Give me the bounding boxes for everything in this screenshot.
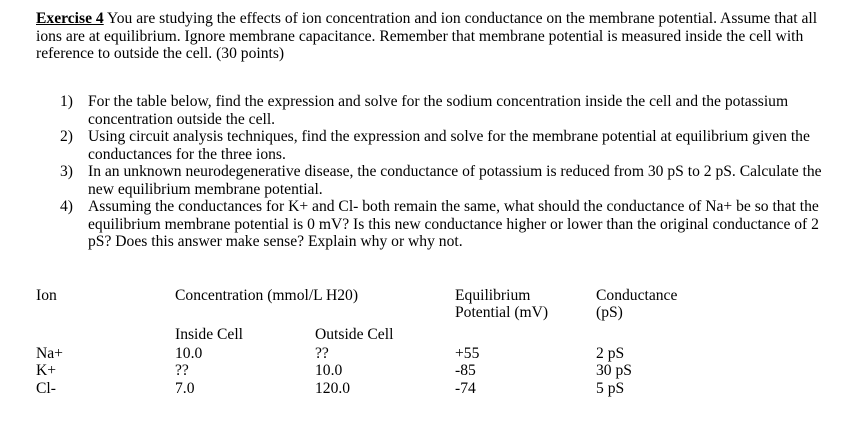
header-concentration: Concentration (mmol/L H20)	[175, 287, 359, 304]
question-text: Using circuit analysis techniques, find the expression and solve for the membrane potential at equilibrium given the conductances for the three ions.	[88, 128, 810, 163]
row-cl-conductance: 5 pS	[596, 380, 625, 397]
question-text: For the table below, find the expression and solve for the sodium concentration inside the cell and the potassium concentration outside the cell.	[88, 93, 789, 128]
header-equilibrium-units: Potential (mV)	[455, 304, 549, 321]
row-cl-inside: 7.0	[175, 380, 195, 397]
header-equilibrium: Equilibrium	[455, 287, 531, 304]
row-k-inside: ??	[175, 362, 189, 379]
row-na-ion: Na+	[36, 345, 63, 362]
row-cl-outside: 120.0	[315, 380, 351, 397]
question-item	[60, 163, 830, 198]
row-na-outside: ??	[315, 345, 329, 362]
header-ion: Ion	[36, 287, 57, 304]
row-k-conductance: 30 pS	[596, 362, 632, 379]
row-k-ion: K+	[36, 362, 57, 379]
question-number: 2)	[60, 128, 73, 145]
header-inside-cell: Inside Cell	[175, 326, 243, 343]
row-k-outside: 10.0	[315, 362, 343, 379]
question-list	[60, 93, 830, 251]
question-number: 4)	[60, 198, 73, 215]
row-cl-ion: Cl-	[36, 380, 56, 397]
row-na-inside: 10.0	[175, 345, 203, 362]
row-k-potential: -85	[455, 362, 476, 379]
row-na-conductance: 2 pS	[596, 345, 625, 362]
question-number: 1)	[60, 93, 73, 110]
header-conductance: Conductance	[596, 287, 678, 304]
question-item	[60, 128, 830, 163]
question-text: In an unknown neurodegenerative disease, the conductance of potassium is reduced from 30 pS to 2 pS. Calculate the new equilibrium membrane potential.	[88, 163, 822, 198]
row-cl-potential: -74	[455, 380, 476, 397]
question-text: Assuming the conductances for K+ and Cl- both remain the same, what should the conductance of Na+ be so that the equilibrium membrane potential is 0 mV? Is this new conductance higher or lower than the original conductance of 2 pS? Does this answer make sense? Explain why or why not.	[88, 198, 819, 250]
exercise-label: Exercise 4	[36, 10, 104, 27]
question-item	[60, 93, 830, 128]
exercise-intro	[36, 10, 836, 63]
header-conductance-units: (pS)	[596, 304, 623, 321]
question-item	[60, 198, 830, 251]
exercise-intro-text: You are studying the effects of ion concentration and ion conductance on the membrane potential. Assume that all ions are at equilibrium. Ignore membrane capacitance. Remember that membrane potential is measured inside the cell with reference to outside the cell. (30 points)	[36, 10, 818, 62]
question-number: 3)	[60, 163, 73, 180]
header-outside-cell: Outside Cell	[315, 326, 394, 343]
row-na-potential: +55	[455, 345, 480, 362]
